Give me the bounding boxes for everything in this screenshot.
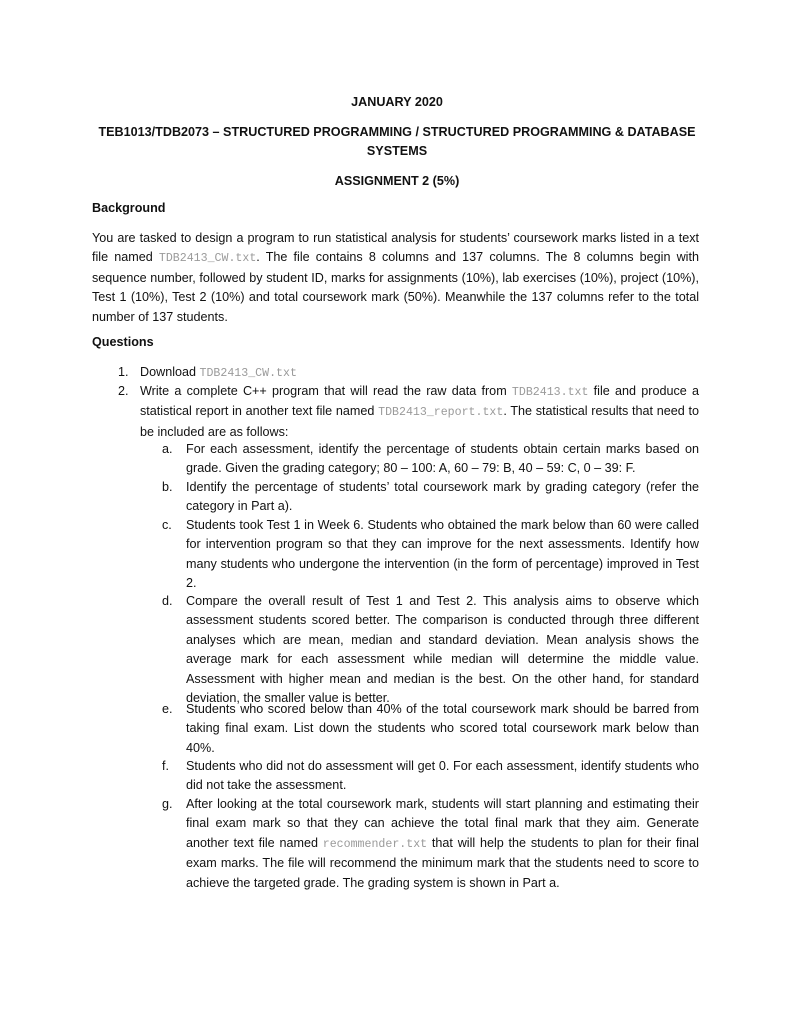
question-1-label: Download: [140, 365, 200, 379]
background-filename: TDB2413_CW.txt: [158, 252, 257, 266]
sub-g-letter: g.: [162, 797, 173, 811]
assignment-title: ASSIGNMENT 2 (5%): [334, 174, 460, 188]
sub-c-letter: c.: [162, 518, 172, 532]
question-2-text-b: file and produce a statistical report in another text file named: [140, 384, 699, 419]
sub-b-text: Identify the percentage of students’ total coursework mark by grading category (refer the category in Part a).: [186, 480, 699, 514]
sub-f-letter: f.: [162, 759, 169, 773]
question-1-filename: TDB2413_CW.txt: [199, 367, 297, 380]
sub-g-text: [186, 795, 699, 893]
background-text-end: . The file contains 8 columns and 137 columns. The 8 columns begin with sequence number, followed by student ID, marks for assignments (10%), lab exercises (10%), project (10%), Test 1 (10%), Test 2 (10%) and total coursework mark (50%). Meanwhile the 137 columns refer to the total number of 137 students.: [92, 250, 699, 324]
sub-g-text-b: that will help the students to plan for their final exam marks. The file will recommend the minimum mark that the students need to score to achieve the targeted grade. The grading system is shown in Part a.: [186, 835, 699, 890]
question-2-input-filename: TDB2413.txt: [511, 386, 589, 399]
sub-d-text: Compare the overall result of Test 1 and Test 2. This analysis aims to observe which assessment students scored better. The comparison is conducted through three different analyses which are mean, median and standard deviation. Mean analysis shows the average mark for each assessment while median will determine the middle value. Assessment with higher mean and median is the best. On the other hand, for standard deviation, the smaller value is better.: [186, 594, 699, 706]
sub-b-letter: b.: [162, 480, 173, 494]
question-2-text-a: Write a complete C++ program that will read the raw data from: [140, 384, 512, 398]
document-date: JANUARY 2020: [351, 95, 443, 109]
sub-g-text-a: After looking at the total coursework mark, students will start planning and estimating their final exam mark so that they can achieve the total final mark that they aim. Generate another text file named: [186, 797, 699, 850]
question-2-number: 2.: [118, 384, 129, 398]
question-1-text: [140, 363, 699, 383]
background-heading: Background: [92, 201, 166, 215]
sub-c-text: Students took Test 1 in Week 6. Students who obtained the mark below than 60 were called for intervention program so that they can improve for the next assessments. Identify how many students who undergone the intervention (in the form of percentage) improved in Test 2.: [186, 518, 699, 591]
sub-d-letter: d.: [162, 594, 173, 608]
background-text-start: You are tasked to design a program to run statistical analysis for students’ coursework marks listed in a text file named: [92, 231, 699, 265]
course-title-line-1: TEB1013/TDB2073 – STRUCTURED PROGRAMMING / STRUCTURED PROGRAMMING & DATABASE: [98, 125, 696, 139]
background-paragraph: [92, 229, 699, 327]
sub-g-filename: recommender.txt: [322, 837, 428, 851]
question-2-text: [140, 382, 699, 442]
question-1-number: 1.: [118, 365, 129, 379]
questions-heading: Questions: [92, 335, 154, 349]
sub-a-letter: a.: [162, 442, 173, 456]
sub-a-text: For each assessment, identify the percentage of students obtain certain marks based on grade. Given the grading category; 80 – 100: A, 60 – 79: B, 40 – 59: C, 0 – 39: F.: [186, 442, 699, 476]
sub-e-letter: e.: [162, 702, 173, 716]
question-2-report-filename: TDB2413_report.txt: [378, 406, 504, 420]
question-2-text-c: . The statistical results that need to be included are as follows:: [140, 404, 700, 439]
sub-e-text: Students who scored below than 40% of the total coursework mark should be barred from taking final exam. List down the students who scored total coursework mark below than 40%.: [186, 702, 699, 755]
course-title-line-2: SYSTEMS: [366, 144, 428, 158]
sub-f-text: Students who did not do assessment will get 0. For each assessment, identify students who did not take the assessment.: [186, 759, 699, 793]
